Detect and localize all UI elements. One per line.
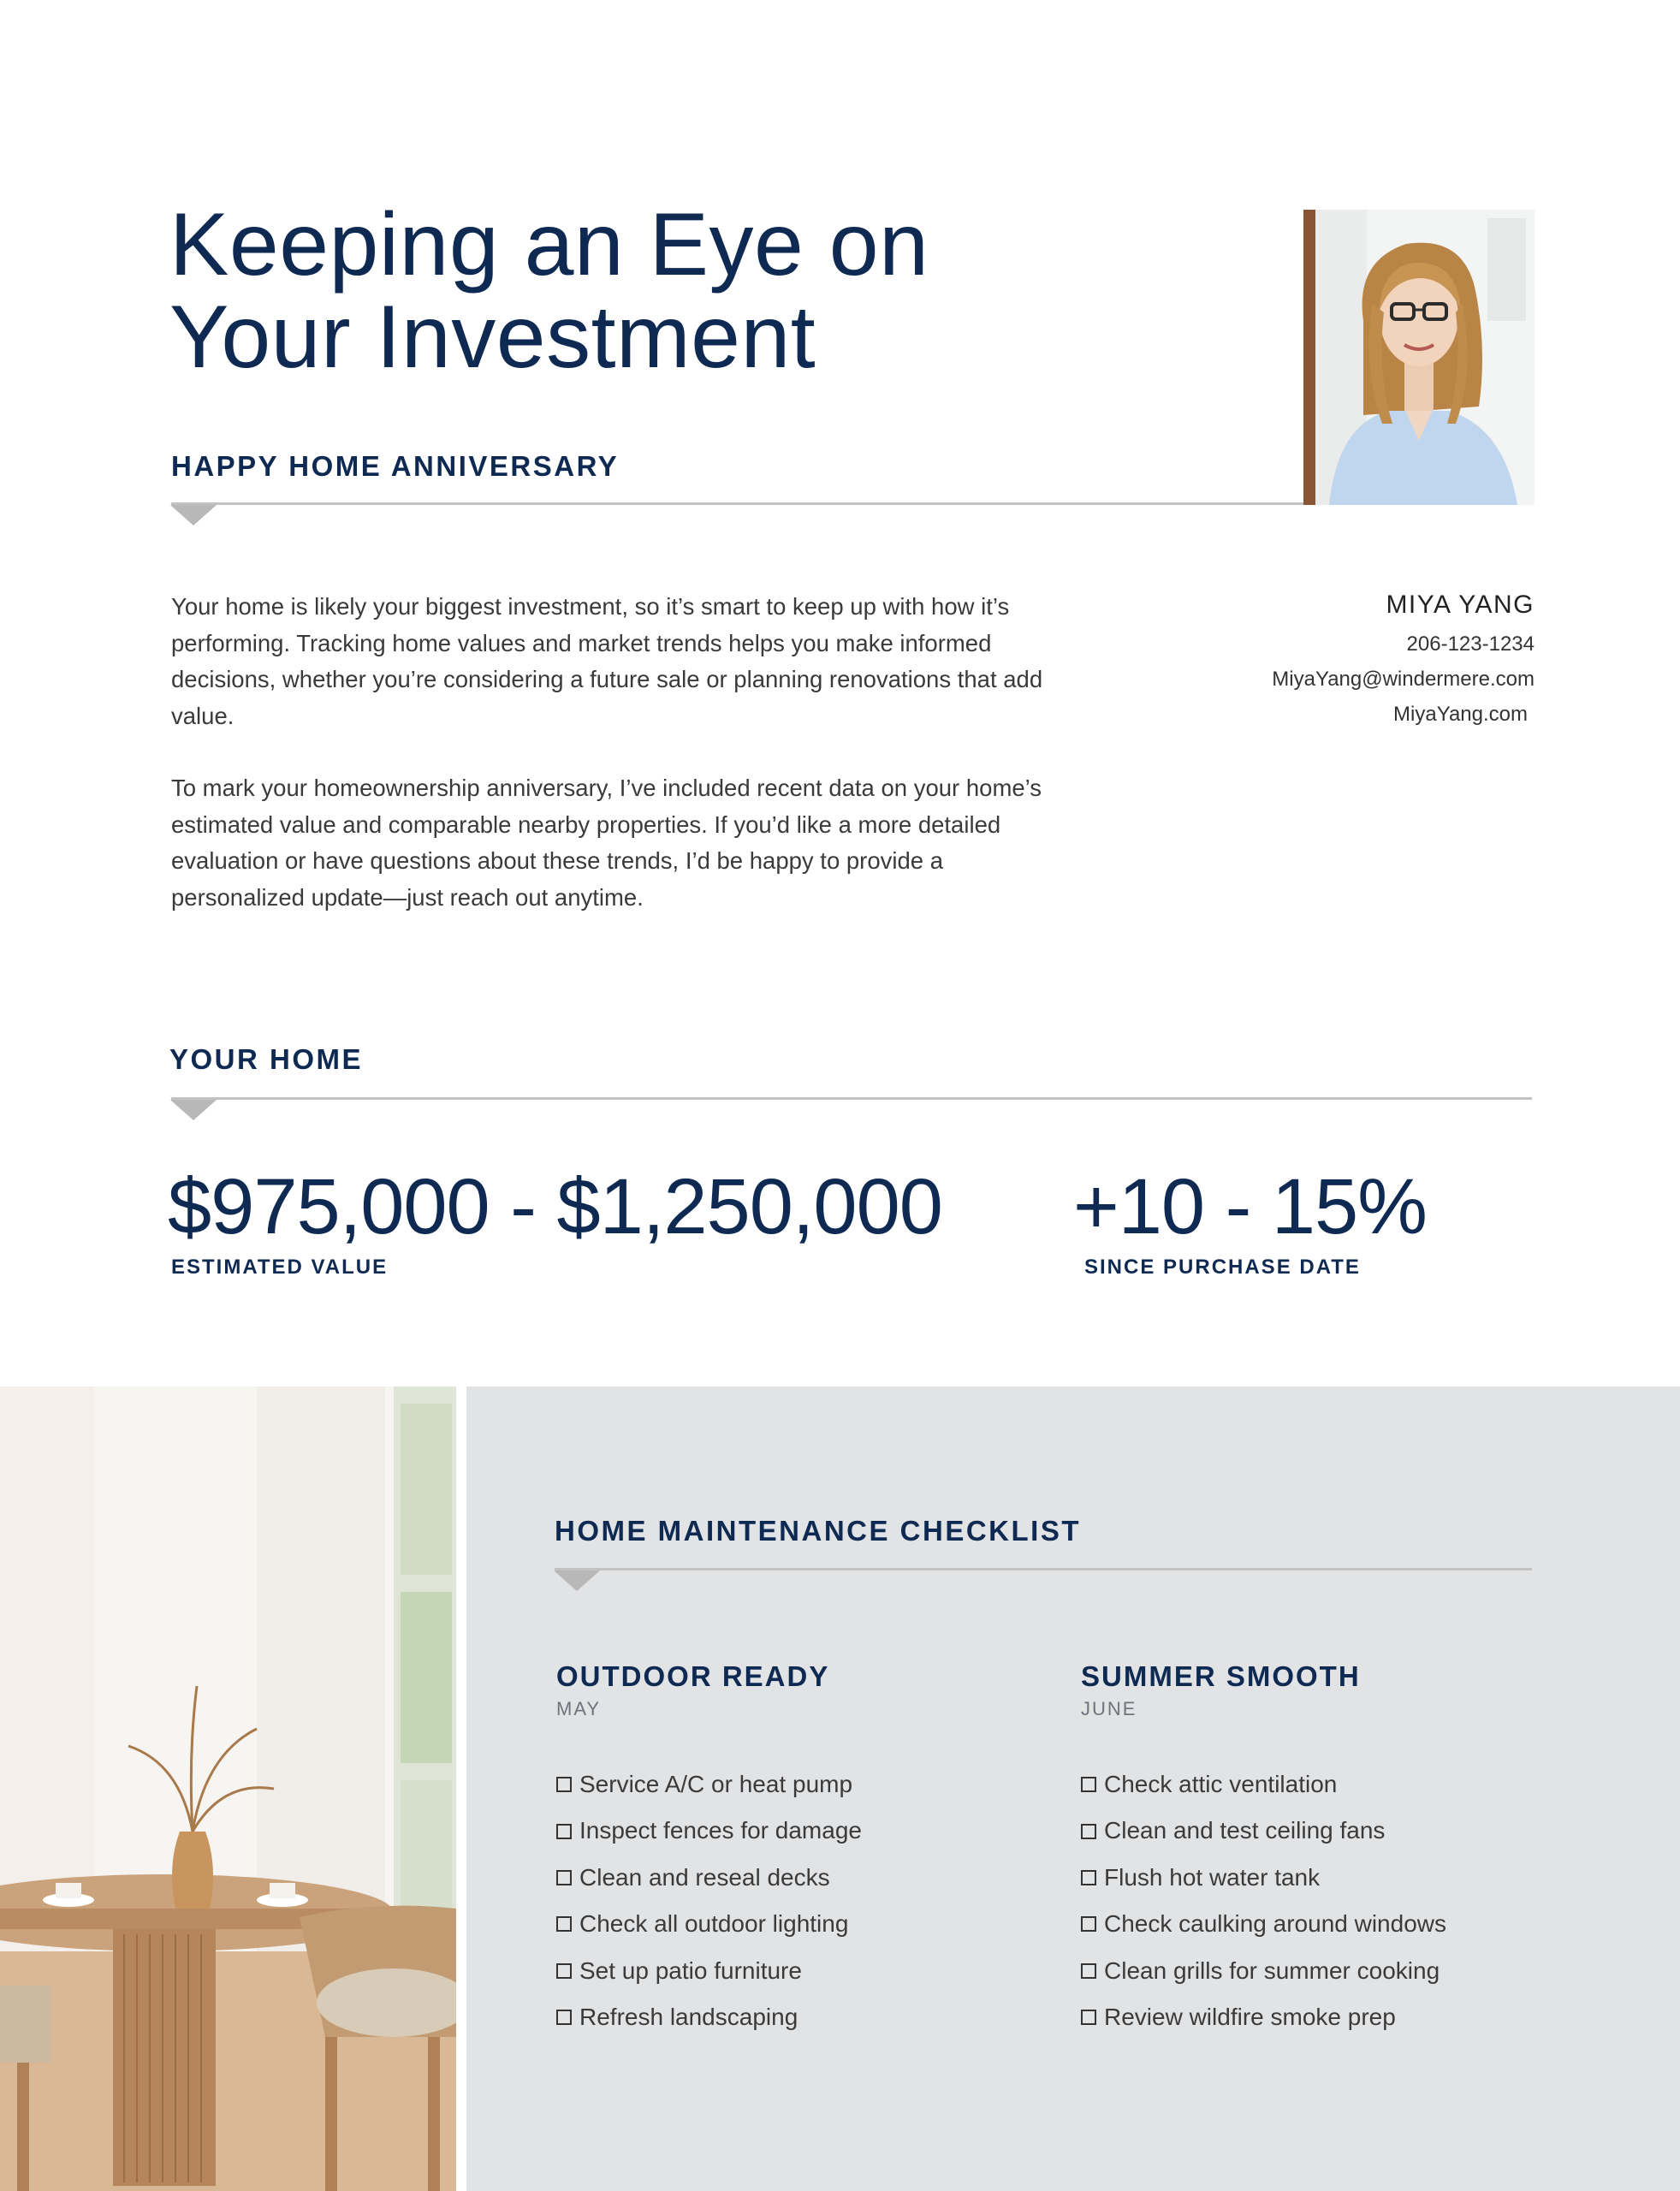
checkbox-icon[interactable] bbox=[1081, 2010, 1096, 2025]
list-item bbox=[556, 1855, 1036, 1901]
item-label: Clean grills for summer cooking bbox=[1104, 1956, 1440, 1984]
column-title: SUMMER SMOOTH bbox=[1081, 1660, 1361, 1692]
checklist-items bbox=[1081, 1761, 1560, 2040]
item-label: Refresh landscaping bbox=[579, 2004, 798, 2031]
estimated-value: $975,000 - $1,250,000 bbox=[168, 1163, 942, 1250]
item-label: Flush hot water tank bbox=[1104, 1863, 1321, 1891]
value-change: +10 - 15% bbox=[1073, 1163, 1427, 1250]
column-month: JUNE bbox=[1081, 1698, 1137, 1719]
item-label: Check attic ventilation bbox=[1104, 1771, 1338, 1797]
value-change-label: SINCE PURCHASE DATE bbox=[1084, 1256, 1361, 1279]
dining-room-photo bbox=[0, 1386, 456, 2191]
checkbox-icon[interactable] bbox=[556, 1777, 572, 1792]
list-item bbox=[556, 1901, 1036, 1947]
checkbox-icon[interactable] bbox=[556, 1963, 572, 1979]
checkbox-icon[interactable] bbox=[1081, 1963, 1096, 1979]
list-item bbox=[1081, 1855, 1560, 1901]
your-home-divider bbox=[171, 1097, 1532, 1100]
divider-pointer-icon bbox=[170, 505, 217, 525]
item-label: Clean and test ceiling fans bbox=[1104, 1817, 1386, 1844]
checkbox-icon[interactable] bbox=[1081, 1824, 1096, 1839]
checklist-items bbox=[556, 1761, 1036, 2040]
item-label: Inspect fences for damage bbox=[579, 1817, 862, 1844]
checkbox-icon[interactable] bbox=[1081, 1870, 1096, 1885]
intro-paragraph-2: To mark your homeownership anniversary, I’ve included recent data on your home’s estimated value and comparable nearby properties. If you’d like a more detailed evaluation or have questions about these trends, I’d be happy to provide a personalized update—just reach out anytime. bbox=[171, 775, 1042, 911]
checklist-heading: HOME MAINTENANCE CHECKLIST bbox=[555, 1515, 1081, 1547]
title-line-2: Your Investment bbox=[169, 288, 816, 387]
item-label: Set up patio furniture bbox=[579, 1956, 802, 1984]
list-item bbox=[556, 1808, 1036, 1854]
your-home-heading: YOUR HOME bbox=[169, 1043, 364, 1075]
list-item bbox=[1081, 1901, 1560, 1947]
divider-pointer-icon bbox=[554, 1571, 600, 1591]
agent-name: MIYA YANG bbox=[1386, 591, 1535, 619]
column-month: MAY bbox=[556, 1698, 602, 1719]
item-label: Service A/C or heat pump bbox=[579, 1771, 853, 1797]
list-item bbox=[1081, 1808, 1560, 1854]
anniversary-divider bbox=[171, 502, 1303, 505]
item-label: Clean and reseal decks bbox=[579, 1863, 830, 1891]
intro-paragraph-1: Your home is likely your biggest investment, so it’s smart to keep up with how it’s performing. Tracking home values and market trends helps you make informed decisions, whether you’re considering a future sale or planning renovations that add value. bbox=[171, 593, 1043, 729]
list-item bbox=[1081, 1948, 1560, 1994]
list-item bbox=[1081, 1994, 1560, 2040]
dining-room-illustration bbox=[0, 1386, 456, 2191]
checklist-column-summer bbox=[1081, 1660, 1560, 2040]
checkbox-icon[interactable] bbox=[556, 1870, 572, 1885]
checklist-column-outdoor bbox=[556, 1660, 1036, 2040]
agent-photo bbox=[1303, 210, 1535, 505]
checkbox-icon[interactable] bbox=[1081, 1916, 1096, 1932]
agent-contact bbox=[1272, 591, 1535, 732]
agent-website[interactable]: MiyaYang.com bbox=[1393, 703, 1528, 726]
list-item bbox=[556, 1761, 1036, 1808]
agent-email[interactable]: MiyaYang@windermere.com bbox=[1272, 668, 1535, 691]
checkbox-icon[interactable] bbox=[556, 2010, 572, 2025]
list-item bbox=[556, 1948, 1036, 1994]
checkbox-icon[interactable] bbox=[556, 1824, 572, 1839]
list-item bbox=[556, 1994, 1036, 2040]
item-label: Review wildfire smoke prep bbox=[1104, 2004, 1396, 2031]
divider-pointer-icon bbox=[170, 1100, 217, 1120]
agent-portrait-illustration bbox=[1303, 210, 1535, 505]
title-line-1: Keeping an Eye on bbox=[169, 195, 929, 294]
item-label: Check caulking around windows bbox=[1104, 1910, 1446, 1938]
intro-text bbox=[171, 589, 1061, 952]
page-title bbox=[169, 195, 1025, 387]
checklist-divider bbox=[555, 1568, 1532, 1571]
checkbox-icon[interactable] bbox=[1081, 1777, 1096, 1792]
list-item bbox=[1081, 1761, 1560, 1808]
item-label: Check all outdoor lighting bbox=[579, 1910, 849, 1938]
checkbox-icon[interactable] bbox=[556, 1916, 572, 1932]
estimated-value-label: ESTIMATED VALUE bbox=[171, 1256, 389, 1279]
column-title: OUTDOOR READY bbox=[556, 1660, 830, 1692]
agent-phone[interactable]: 206-123-1234 bbox=[1406, 632, 1535, 656]
anniversary-heading: HAPPY HOME ANNIVERSARY bbox=[171, 450, 620, 482]
